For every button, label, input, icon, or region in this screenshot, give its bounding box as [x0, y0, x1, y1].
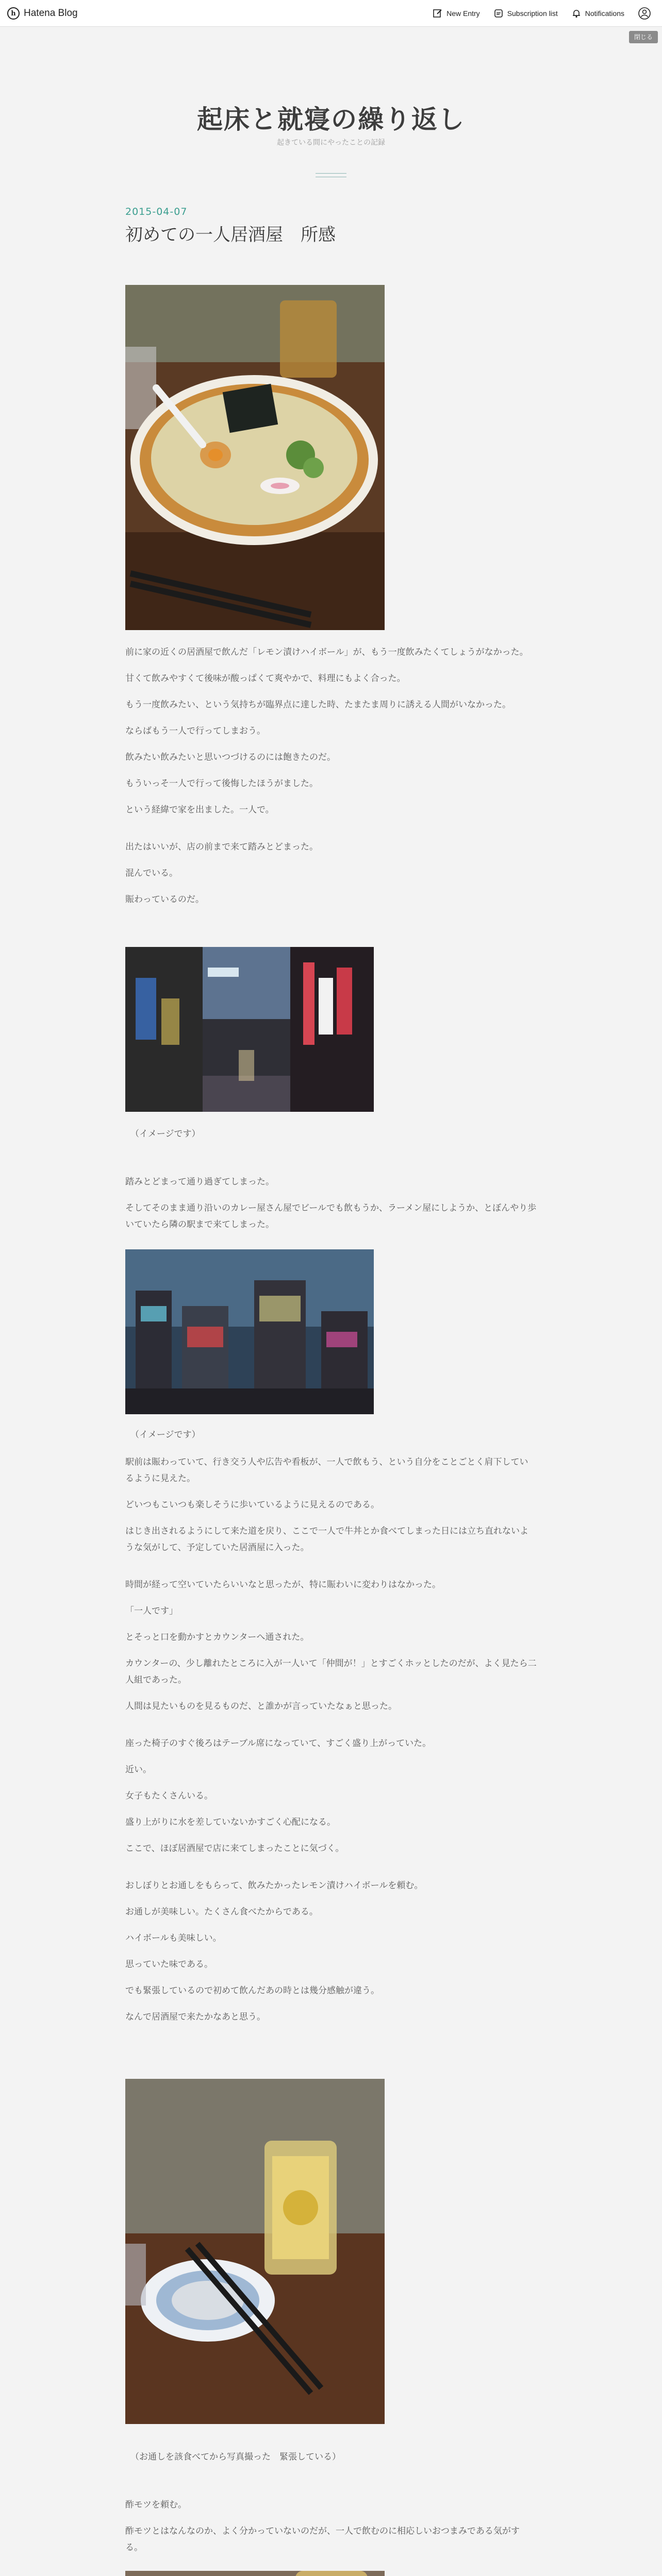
night-street-photo: [125, 947, 374, 1112]
entry-body-section: [125, 1174, 537, 1243]
paragraph: 飲みたい飲みたいと思いつづけるのには飽きたのだ。: [125, 752, 336, 762]
edit-icon: [433, 8, 443, 19]
hatena-blog-logo[interactable]: [7, 6, 78, 21]
paragraph: という経緯で家を出ました。一人で。: [125, 805, 274, 815]
blog-description: 起きている間にやったことの記録: [277, 139, 385, 147]
paragraph: 人間は見たいものを見るものだ、と誰かが言っていたなぁと思った。: [125, 1701, 397, 1711]
sumotsu-photo: [125, 2571, 385, 2576]
paragraph: 賑わっているのだ。: [125, 894, 204, 905]
entry-date[interactable]: 2015-04-07: [125, 206, 188, 217]
notifications-link[interactable]: [571, 8, 624, 19]
subscription-list-link[interactable]: [493, 8, 558, 19]
user-menu[interactable]: [638, 7, 655, 20]
subscription-list-label: Subscription list: [507, 9, 558, 18]
paragraph: はじき出されるようにして来た道を戻り、ここで一人で牛丼とか食べてしまった日には立ち直れないような気がして、予定していた居酒屋に入った。: [125, 1526, 528, 1553]
header-divider: [316, 173, 346, 174]
subscription-icon: [493, 8, 504, 19]
ramen-photo: [125, 285, 385, 630]
paragraph: 近い。: [125, 1765, 152, 1775]
paragraph: 踏みとどまって通り過ぎてしまった。: [125, 1177, 274, 1187]
paragraph: お通しが美味しい。たくさん食べたからである。: [125, 1907, 318, 1917]
paragraph: 盛り上がりに水を差していないかすごく心配になる。: [125, 1817, 336, 1827]
entry-body-section: [125, 644, 537, 918]
new-entry-link[interactable]: [433, 8, 480, 19]
paragraph: ならばもう一人で行ってしまおう。: [125, 726, 266, 736]
paragraph: もういっそ一人で行って後悔したほうがました。: [125, 778, 318, 789]
entry-title[interactable]: 初めての一人居酒屋 所感: [125, 225, 336, 245]
paragraph: 座った椅子のすぐ後ろはテーブル席になっていて、すごく盛り上がっていた。: [125, 1738, 432, 1749]
paragraph: そしてそのまま通り沿いのカレー屋さん屋でビールでも飲もうか、ラーメン屋にしようか、とぼんやり歩いていたら隣の駅まで来てしまった。: [125, 1203, 537, 1230]
bell-icon: [571, 8, 582, 19]
brand-name: Hatena Blog: [24, 8, 78, 19]
highball-photo: [125, 2079, 385, 2424]
paragraph: でも緊張しているので初めて飲んだあの時とは幾分感触が違う。: [125, 1986, 379, 1996]
paragraph: 駅前は賑わっていて、行き交う人や広告や看板が、一人で飲もう、という自分をことごとく肩下しているように見えた。: [125, 1457, 528, 1484]
hide-header-button[interactable]: 閉じる: [629, 31, 658, 43]
paragraph: 「一人です」: [125, 1606, 178, 1616]
paragraph: 前に家の近くの居酒屋で飲んだ「レモン漬けハイボール」が、もう一度飲みたくてしょうがなかった。: [125, 647, 528, 657]
paragraph: ハイボールも美味しい。: [125, 1933, 222, 1943]
paragraph: 思っていた味である。: [125, 1959, 213, 1970]
paragraph: 酢モツとはなんなのか、よく分かっていないのだが、一人で飲むのに相応しいおつまみである気がする。: [125, 2526, 520, 2553]
paragraph: 酢モツを頼む。: [125, 2500, 187, 2510]
paragraph: とそっと口を動かすとカウンターへ通された。: [125, 1632, 309, 1642]
paragraph: 甘くて飲みやすくて後味が酸っぱくて爽やかで、料理にもよく合った。: [125, 673, 406, 684]
entry-body-section: [125, 2497, 537, 2566]
paragraph: なんで居酒屋で来たかなあと思う。: [125, 2012, 266, 2022]
paragraph: ここで、ほぼ居酒屋で店に来てしまったことに気づく。: [125, 1843, 344, 1854]
user-avatar-icon: [638, 7, 651, 20]
new-entry-label: New Entry: [446, 9, 480, 18]
header-nav: [419, 6, 655, 21]
entry-body-section: [125, 1454, 537, 2035]
blog-title[interactable]: 起床と就寝の繰り返し: [197, 105, 465, 134]
image-caption: （イメージです）: [130, 1430, 201, 1440]
image-caption: （お通しを該食べてから写真撮った 緊張している）: [130, 2452, 341, 2462]
entry-header: [125, 206, 537, 246]
paragraph: どいつもこいつも楽しそうに歩いているように見えるのである。: [125, 1500, 379, 1510]
paragraph: カウンターの、少し離れたところに入が一人いて「仲間が！」とすごくホッとしたのだが、よく見たら二人組であった。: [125, 1658, 537, 1685]
notifications-label: Notifications: [585, 9, 624, 18]
paragraph: 女子もたくさんいる。: [125, 1791, 213, 1801]
paragraph: おしぼりとお通しをもらって、飲みたかったレモン漬けハイボールを頼む。: [125, 1880, 423, 1891]
paragraph: 時間が経って空いていたらいいなと思ったが、特に賑わいに変わりはなかった。: [125, 1580, 441, 1590]
paragraph: もう一度飲みたい、という気持ちが臨界点に達した時、たまたま周りに誘える人間がいなかった。: [125, 700, 511, 710]
paragraph: 出たはいいが、店の前まで来て踏みとどまった。: [125, 842, 318, 852]
global-header: [0, 0, 662, 27]
city-plaza-photo: [125, 1249, 374, 1414]
paragraph: 混んでいる。: [125, 868, 178, 878]
image-caption: （イメージです）: [130, 1129, 201, 1139]
hatena-logo-icon: h: [7, 7, 20, 20]
